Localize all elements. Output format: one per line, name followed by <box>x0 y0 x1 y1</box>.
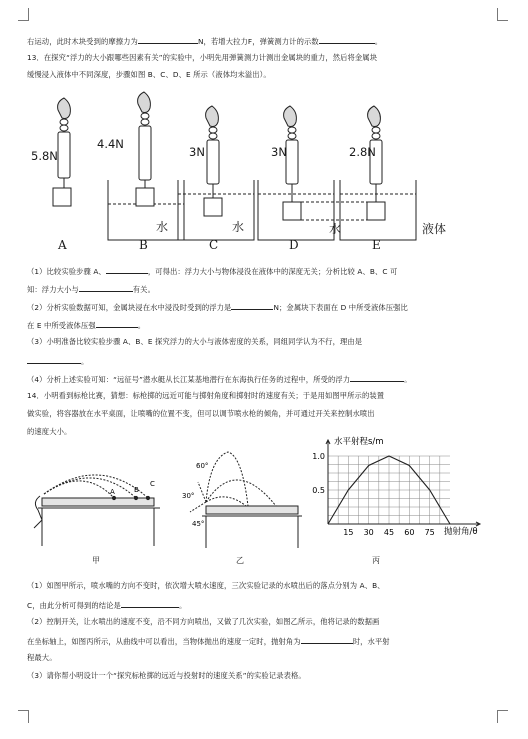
q14-part1-line2 <box>27 599 506 611</box>
angle-label-30: 30° <box>182 492 195 500</box>
caption-jia: 甲 <box>92 556 100 565</box>
text: ，可得出：浮力大小与物体浸没在液体中的深度无关；分析比较 A、B、C 可 <box>147 267 398 276</box>
text: 。 <box>178 601 187 610</box>
reading-B: 4.4N <box>97 137 124 151</box>
q14-part3: （3）请你帮小明设计一个“探究标枪掷的远近与投射时的速度关系”的实验记录表格。 <box>27 671 306 680</box>
x-tick-label: 30 <box>363 528 374 537</box>
q13-part3-line2 <box>27 355 506 367</box>
answer-blank[interactable] <box>138 35 198 44</box>
figure-yi-angles <box>176 442 306 552</box>
text: 。 <box>374 37 383 46</box>
crop-mark-top-left <box>18 8 29 21</box>
figure-jia-water-jet <box>32 468 172 550</box>
step-label-C: C <box>209 238 219 252</box>
answer-blank[interactable] <box>350 373 404 382</box>
chart-axes <box>326 440 480 526</box>
q14-stem-line-2: 做实验，将容器放在水平桌面，让喷嘴的位置不变，但可以调节喷水枪的倾角，并可通过开关来控制水喷出 <box>27 409 375 418</box>
q14-part2-line3: 程最大。 <box>27 653 57 662</box>
caption-yi: 乙 <box>236 556 244 565</box>
text: 。 <box>137 321 146 330</box>
q14-stem-line-3: 的速度大小。 <box>27 427 72 436</box>
chart-grid <box>328 456 450 524</box>
point-label-C: C <box>150 480 155 488</box>
text: （2）分析实验数据可知，金属块浸在水中浸没时受到的浮力是 <box>27 303 232 312</box>
text: 在 E 中所受液体压强 <box>27 321 96 330</box>
q13-part1-line2 <box>27 283 506 295</box>
x-tick-label: 45 <box>383 528 395 537</box>
figure-bing-range-chart <box>300 432 498 564</box>
q13-part2-line1 <box>27 301 506 313</box>
label-water-D: 水 <box>329 222 342 236</box>
angle-label-45: 45° <box>192 520 205 528</box>
text: （1）比较实验步骤 A、 <box>27 267 106 276</box>
angle-label-60: 60° <box>196 462 209 470</box>
crop-mark-bottom-left <box>18 710 29 723</box>
chart-xlabel: 抛射角/θ <box>444 527 478 537</box>
text: 。 <box>81 357 89 366</box>
reading-C: 3N <box>189 145 205 159</box>
crop-mark-top-right <box>497 8 508 21</box>
step-label-A: A <box>58 238 67 252</box>
text: 有关。 <box>132 285 155 294</box>
q13-stem-line-1: 13．在探究“浮力的大小跟哪些因素有关”的实验中，小明先用弹簧测力计测出金属块的重力，然后将金属块 <box>27 53 378 62</box>
crop-mark-bottom-right <box>497 710 508 723</box>
text: N，若增大拉力F，弹簧测力计的示数 <box>197 37 319 46</box>
point-label-B: B <box>134 486 139 494</box>
x-tick-label: 60 <box>404 528 415 537</box>
text: 。 <box>404 375 412 384</box>
y-axis <box>326 440 330 524</box>
text: 右运动，此时木块受到的摩擦力为 <box>27 37 138 46</box>
y-tick-label: 1.0 <box>312 452 325 461</box>
q13-part4 <box>27 373 506 385</box>
reading-A: 5.8N <box>31 149 58 163</box>
q14-part2-line1: （2）控制开关，让水喷出的速度不变，沿不同方向喷出，又做了几次实验，如图乙所示，他将记录的数据画 <box>27 617 380 626</box>
answer-blank[interactable] <box>27 355 81 364</box>
text: 在坐标轴上，如图丙所示，从曲线中可以看出，当物体抛出的速度一定时，抛射角为 <box>27 637 301 646</box>
q14-part1-line1: （1）如图甲所示，喷水嘴的方向不变时，依次增大喷水速度，三次实验记录的水喷出后的落点分别为 A、B、 <box>27 581 385 590</box>
q14-part2-line2 <box>27 635 506 647</box>
q13-stem-line-2: 缓慢浸入液体中不同深度，步骤如图 B、C、D、E 所示（液体均未溢出）。 <box>27 70 271 79</box>
answer-blank[interactable] <box>319 35 375 44</box>
answer-blank[interactable] <box>231 301 273 310</box>
step-label-D: D <box>289 238 299 252</box>
x-axis <box>328 522 480 526</box>
step-label-E: E <box>372 238 381 252</box>
q14-stem-line-1: 14．小明看到标枪比赛，猜想：标枪掷的远近可能与掷射角度和掷射时的速度有关；于是用如图甲所示的装置 <box>27 391 385 400</box>
answer-blank[interactable] <box>121 599 179 608</box>
text: 知：浮力大小与 <box>27 285 79 294</box>
step-label-B: B <box>139 238 148 252</box>
answer-blank[interactable] <box>106 265 148 274</box>
point-label-A: A <box>110 488 115 496</box>
text: （4）分析上述实验可知：“远征号”潜水艇从长江某基地潜行在东海执行任务的过程中，所受的浮力 <box>27 375 351 384</box>
text: N；金属块下表面在 D 中所受液体压强比 <box>273 303 408 312</box>
q13-part2-line2 <box>27 319 506 331</box>
text-line-friction <box>27 35 506 47</box>
reading-D: 3N <box>271 145 287 159</box>
q13-part1-line1 <box>27 265 506 277</box>
spring-scale-B <box>108 92 184 240</box>
q13-part3-line1: （3）小明准备比较实验步骤 A、B、E 探究浮力的大小与液体密度的关系，同组同学认为不行，理由是 <box>27 337 363 346</box>
label-water-C: 水 <box>232 220 245 234</box>
answer-blank[interactable] <box>96 319 138 328</box>
text: C，由此分析可得到的结论是 <box>27 601 121 610</box>
answer-blank[interactable] <box>301 635 353 644</box>
x-tick-label: 15 <box>343 528 354 537</box>
figure-13-buoyancy-experiment <box>20 84 490 262</box>
answer-blank[interactable] <box>79 283 133 292</box>
caption-bing: 丙 <box>372 556 380 565</box>
y-tick-label: 0.5 <box>312 486 325 495</box>
label-water-B: 水 <box>156 220 169 234</box>
reading-E: 2.8N <box>349 145 376 159</box>
chart-ylabel: 水平射程s/m <box>334 437 384 447</box>
label-liquid-E: 液体 <box>422 222 447 236</box>
x-tick-label: 75 <box>424 528 435 537</box>
text: 时，水平射 <box>352 637 390 646</box>
